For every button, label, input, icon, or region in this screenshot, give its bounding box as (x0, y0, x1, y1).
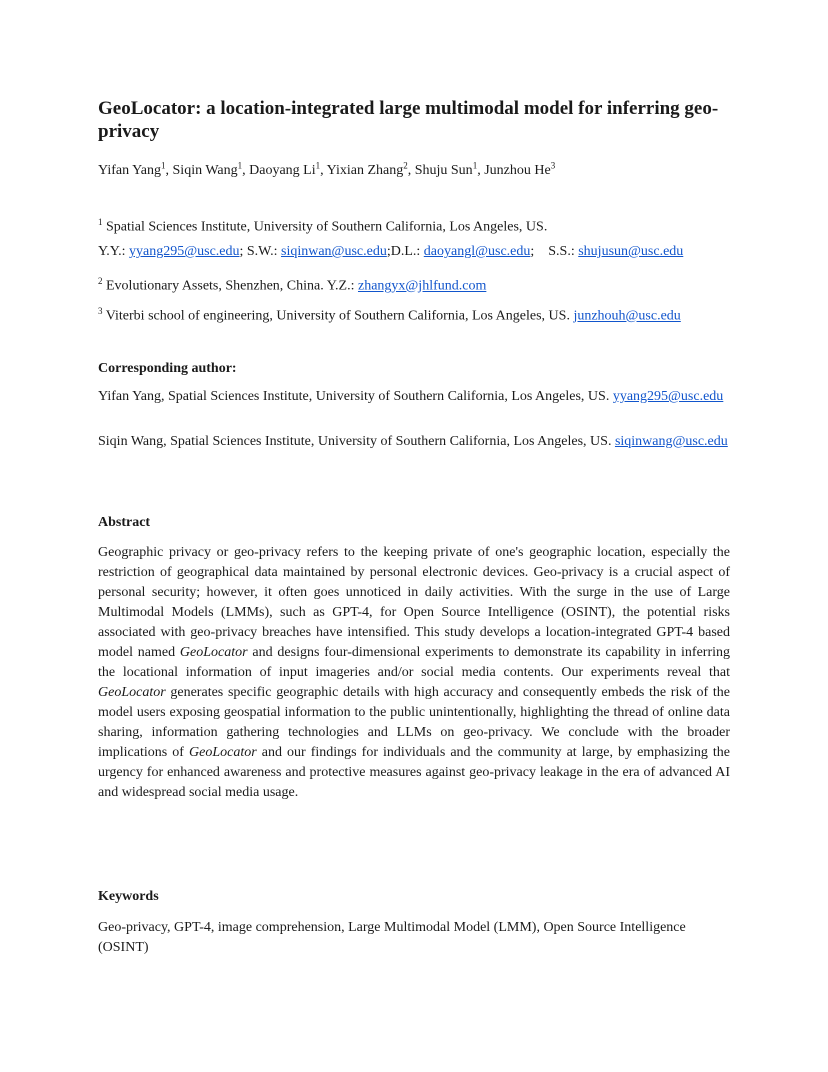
email-link[interactable]: shujusun@usc.edu (578, 244, 684, 259)
email-link[interactable]: siqinwang@usc.edu (614, 434, 728, 449)
keywords-heading: Keywords (98, 889, 159, 904)
affiliation-1: $^1$ Spatial Sciences Institute, University of Southern California, Los Angeles, US. (98, 217, 548, 235)
author: Yixian Zhang$^2$, (326, 160, 415, 178)
email-link[interactable]: siqinwan@usc.edu (281, 244, 387, 259)
email-link[interactable]: yyang295@usc.edu (612, 389, 724, 404)
corresponding-entry: Siqin Wang, Spatial Sciences Institute, University of Southern California, Los Angeles, US. siqinwang@usc.edu (98, 434, 728, 449)
abstract-body: Geographic privacy or geo-privacy refers to the keeping private of one's geographic location, especially the restriction of geographical data maintained by personal electronic devices. Geo-privacy is a crucial aspect of personal security; however, it often goes unnoticed in daily activities. With the surge in the use of Large Multimodal Models (LMMs), such as GPT-4, for Open Source Intelligence (OSINT), the potential risks associated with geo-privacy breaches have intensified. This study develops a location-integrated GPT-4 based model named GeoLocator and designs four-dimensional experiments to demonstrate its capability in inferring the locational information of input imageries and/or social media contents. Our experiments reveal that GeoLocator generates specific geographic details with high accuracy and consequently embeds the risk of the model users exposing geospatial information to the public unintentionally, highlighting the thread of online data sharing, information gathering technologies and LLMs on geo-privacy. We conclude with the broader implications of GeoLocator and our findings for individuals and the community at large, by emphasizing the urgency for enhanced awareness and protective measures against geo-privacy leakage in the era of advanced AI and widespread social media usage. (98, 545, 730, 800)
author-list (98, 156, 738, 180)
author: Yifan Yang$^1$, (98, 160, 173, 178)
affiliation-3: $^3$ Viterbi school of engineering, University of Southern California, Los Angeles, US. junzhouh@usc.edu (98, 306, 681, 324)
affiliation-2: $^2$ Evolutionary Assets, Shenzhen, China. Y.Z.: zhangyx@jhlfund.com (98, 276, 487, 294)
author: Siqin Wang$^1$, (172, 160, 250, 178)
email-link[interactable]: junzhouh@usc.edu (573, 308, 681, 324)
author: Daoyang Li$^1$, (249, 160, 327, 178)
email-link[interactable]: zhangyx@jhlfund.com (357, 278, 487, 294)
abstract-heading: Abstract (98, 515, 151, 530)
corresponding-heading: Corresponding author: (98, 361, 237, 376)
keywords-body: Geo-privacy, GPT-4, image comprehension, Large Multimodal Model (LMM), Open Source Intelligence (OSINT) (98, 920, 686, 955)
email-link[interactable]: daoyangl@usc.edu (423, 244, 531, 259)
paper-title: GeoLocator: a location-integrated large multimodal model for inferring geo-privacy (98, 98, 719, 142)
email-link[interactable]: yyang295@usc.edu (129, 244, 240, 259)
author: Shuju Sun$^1$, (414, 160, 485, 178)
corresponding-entry: Yifan Yang, Spatial Sciences Institute, University of Southern California, Los Angeles, US. yyang295@usc.edu (98, 389, 724, 404)
affiliation-1-emails: Y.Y.: yyang295@usc.edu; S.W.: siqinwan@usc.edu;D.L.: daoyangl@usc.edu; S.S.: shujusun@usc.edu (98, 244, 684, 259)
author: Junzhou He$^3$ (484, 160, 556, 178)
